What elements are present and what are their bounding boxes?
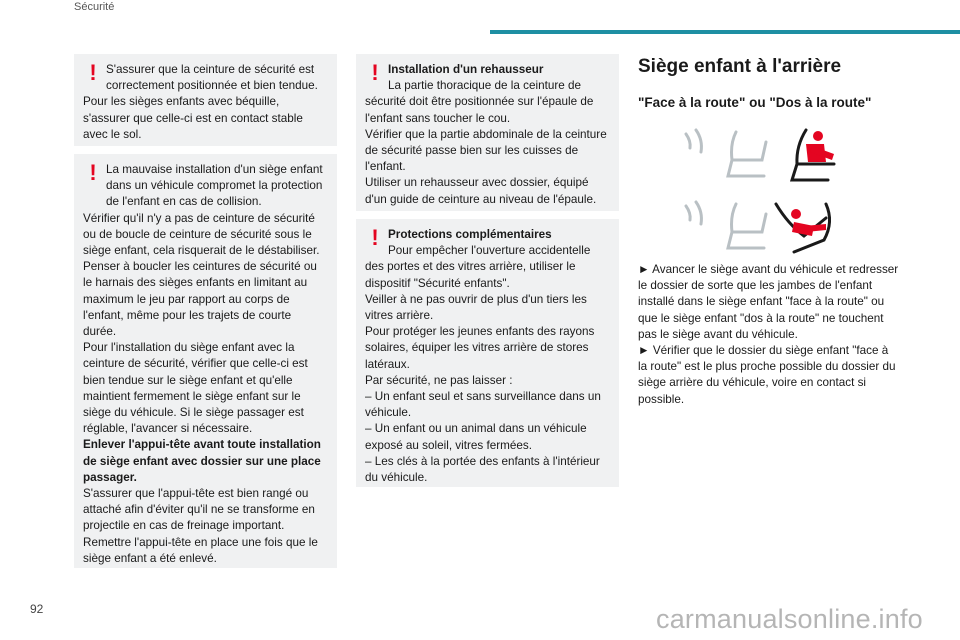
warning-text: Utiliser un rehausseur avec dossier, équipé d'un guide de ceinture au niveau de l'épaule. (365, 176, 597, 206)
warning-text: Vérifier qu'il n'y a pas de ceinture de sécurité ou de boucle de ceinture de sécurité sous le siège enfant, cela risquerait de le déstabiliser. (83, 211, 320, 258)
warning-lead: S'assurer que la ceinture de sécurité est correctement positionnée et bien tendue. (106, 63, 318, 93)
warning-box-belt (74, 54, 337, 146)
instructions (638, 262, 900, 408)
warning-text: Penser à boucler les ceintures de sécurité ou le harnais des sièges enfants en limitant au maximum le jeu par rapport au corps de l'enfant, même pour les trajets de courte durée. (83, 260, 317, 339)
section-heading: Siège enfant à l'arrière (638, 56, 842, 77)
warning-text: Pour l'installation du siège enfant avec la ceinture de sécurité, vérifier que celle-ci est bien tendue sur le siège enfant et qu'elle maintient fermement le siège enfant sur le siège du véhicule. Si le siège passager est réglable, l'avancer si nécessaire. (83, 341, 308, 436)
warning-text: Veiller à ne pas ouvrir de plus d'un tiers les vitres arrière. (365, 292, 587, 323)
list-item: – Un enfant seul et sans surveillance dans un véhicule. (365, 390, 601, 420)
warning-text: S'assurer que l'appui-tête est bien rangé ou attaché afin d'éviter qu'il ne se transforme en projectile en cas de freinage important. Remettre l'appui-tête en place une fois que le siège enfant a été enlevé. (83, 487, 318, 565)
rear-facing-child-seat-icon (676, 196, 836, 258)
forward-facing-child-seat-icon (676, 124, 836, 186)
warning-icon: ! (371, 225, 379, 250)
warning-text: Pour protéger les jeunes enfants des rayons solaires, équiper les vitres arrière de stores latéraux. (365, 325, 595, 371)
header-accent-bar (490, 30, 960, 34)
warning-box-protections (356, 219, 619, 487)
warning-lead: La mauvaise installation d'un siège enfant dans un véhicule compromet la protection de l'enfant en cas de collision. (106, 163, 323, 209)
warning-box-installation (74, 154, 337, 568)
instruction-step: ► Avancer le siège avant du véhicule et redresser le dossier de sorte que les jambes de l'enfant installé dans le siège enfant "face à la route" ou que le siège enfant "dos à la route" ne touchent pas le siège avant du véhicule. (638, 263, 899, 341)
warning-text: La partie thoracique de la ceinture de sécurité doit être positionnée sur l'épaule de l'enfant sans toucher le cou. (365, 79, 594, 125)
warning-bold-text: Enlever l'appui-tête avant toute installation de siège enfant avec dossier sur une place passager. (83, 438, 321, 484)
warning-title: Installation d'un rehausseur (388, 63, 544, 76)
subsection-heading: "Face à la route" ou "Dos à la route" (638, 95, 872, 110)
warning-icon: ! (89, 60, 97, 85)
list-item: – Un enfant ou un animal dans un véhicule exposé au soleil, vitres fermées. (365, 422, 587, 452)
warning-icon: ! (89, 160, 97, 185)
list-item: – Les clés à la portée des enfants à l'intérieur du véhicule. (365, 454, 600, 485)
warning-text: Pour les sièges enfants avec béquille, s'assurer que celle-ci est en contact stable avec le sol. (83, 95, 303, 141)
page-number: 92 (30, 602, 44, 616)
instruction-step: ► Vérifier que le dossier du siège enfant "face à la route" est le plus proche possible du dossier du siège arrière du véhicule, voire en contact si possible. (638, 344, 896, 406)
warning-title: Protections complémentaires (388, 228, 552, 241)
watermark: carmanualsonline.info (656, 604, 923, 634)
section-title: Sécurité (74, 1, 115, 13)
warning-text: Vérifier que la partie abdominale de la ceinture de sécurité passe bien sur les cuisses de l'enfant. (365, 127, 607, 174)
warning-icon: ! (371, 60, 379, 85)
warning-text: Par sécurité, ne pas laisser : (365, 373, 513, 387)
warning-text: Pour empêcher l'ouverture accidentelle des portes et des vitres arrière, utiliser le dispositif "Sécurité enfants". (365, 244, 591, 290)
warning-box-booster (356, 54, 619, 211)
